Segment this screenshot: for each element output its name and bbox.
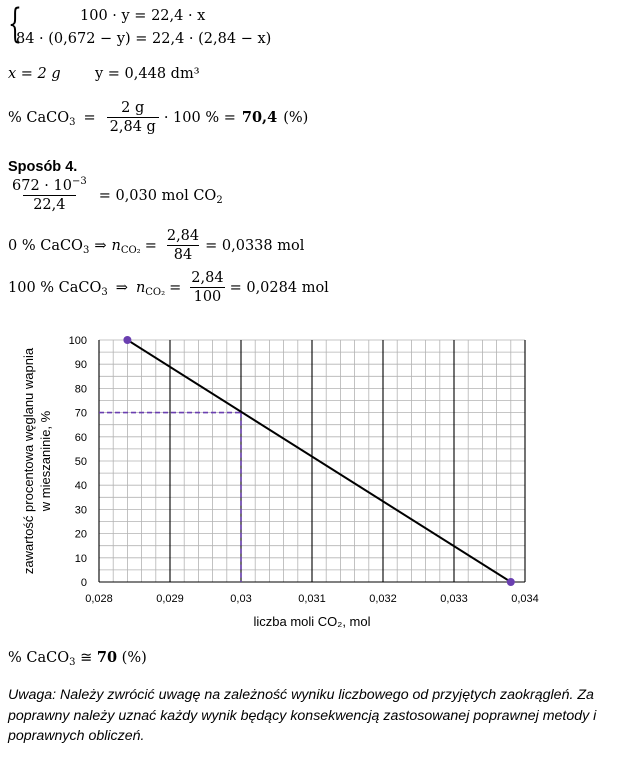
y-tick-label: 30	[74, 504, 87, 517]
percent-calculation: % CaCO$_3$ = $\frac{2 g}{2,84 g}$ · 100 % = 70,4 (%)	[8, 100, 309, 135]
hundred-percent-line: 100 % CaCO$_3$ ⇒ $n_{CO_2}$ = $\frac{2,84}{100}$ = 0,0284 mol	[8, 270, 329, 305]
system-equation-2: 84 · (0,672 − y) = 22,4 · (2,84 − x)	[16, 31, 272, 47]
solution-y: y = 0,448 dm³	[95, 66, 200, 82]
y-tick-label: 20	[74, 528, 87, 541]
system-brace: {	[8, 1, 22, 47]
method-heading: Sposób 4.	[8, 159, 78, 175]
mol-fraction: $\frac{672 \cdot 10^{-3}}{22,4}$	[12, 176, 87, 213]
y-axis-label-line2: w mieszaninie, %	[38, 410, 53, 512]
y-tick-label: 80	[74, 383, 87, 396]
note-uwaga: Uwaga: Należy zwrócić uwagę na zależność wyniku liczbowego od przyjętych zaokrągleń. Za poprawny należy uznać każdy wynik będący konsekwencją zastosowanej poprawnej metody i poprawnych obliczeń.	[8, 687, 597, 744]
zero-percent-line: 0 % CaCO$_3$ ⇒ $n_{CO_2}$ = $\frac{2,84}{84}$ = 0,0338 mol	[8, 228, 305, 263]
x-tick-label: 0,03	[230, 593, 252, 605]
percent-result: 70,4	[241, 109, 278, 126]
y-axis-label-line1: zawartość procentowa węglanu wapnia	[21, 347, 36, 575]
x-tick-label: 0,034	[511, 593, 539, 605]
y-tick-label: 60	[74, 431, 87, 444]
y-tick-label: 100	[68, 335, 87, 347]
percent-vs-moles-chart	[0, 320, 640, 660]
y-tick-labels	[69, 335, 87, 589]
data-point	[123, 336, 131, 344]
conclusion: % CaCO$_3$ ≅ 70 (%)	[8, 649, 147, 668]
system-equation-1: 100 · y = 22,4 · x	[80, 8, 206, 24]
percent-fraction: $\frac{2 g}{2,84 g}$	[107, 100, 159, 135]
x-tick-labels	[85, 593, 539, 605]
x-axis-label: liczba moli CO₂, mol	[253, 614, 371, 629]
y-tick-label: 50	[74, 456, 87, 468]
x-tick-label: 0,033	[440, 593, 468, 605]
percent-lhs: % CaCO$_3$	[8, 109, 76, 128]
y-tick-label: 0	[80, 577, 87, 589]
x-tick-label: 0,029	[156, 593, 184, 605]
y-tick-label: 40	[74, 480, 87, 493]
x-tick-label: 0,031	[298, 593, 326, 605]
y-tick-label: 70	[74, 407, 87, 420]
mol-co2-calculation: $\frac{672 \cdot 10^{-3}}{22,4}$ = 0,030 mol $CO_2$	[6, 178, 223, 213]
x-tick-label: 0,032	[369, 593, 397, 605]
y-tick-label: 10	[74, 552, 87, 565]
x-tick-label: 0,028	[85, 593, 113, 605]
solution-x: x = 2 g	[8, 66, 61, 82]
y-tick-label: 90	[74, 359, 87, 372]
data-point	[507, 578, 515, 586]
